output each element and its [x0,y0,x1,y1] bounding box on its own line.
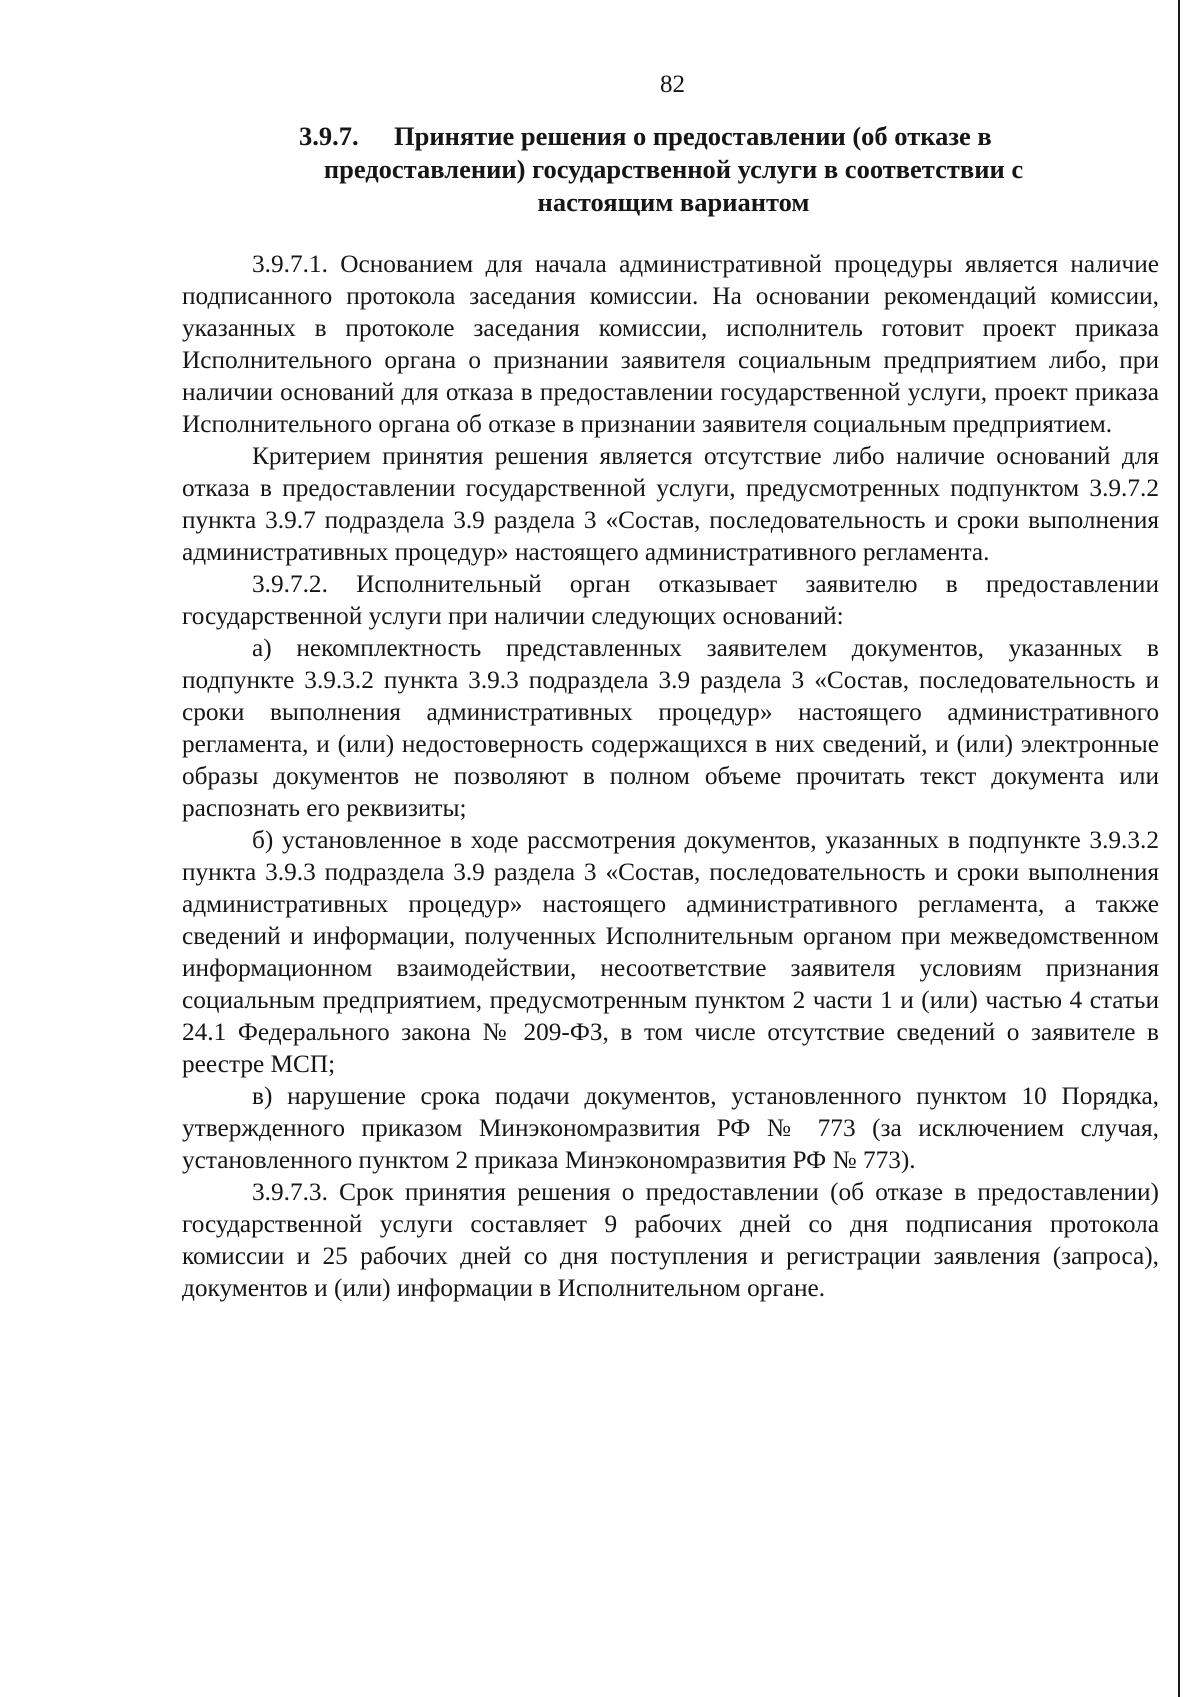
heading-title-rest: предоставлении) государственной услуги в соответствии с настоящим вариантом [323,154,1024,217]
paragraph-criterion: Критерием принятия решения является отсутствие либо наличие оснований для отказа в предоставлении государственной услуги, предусмотренных подпунктом 3.9.7.2 пункта 3.9.7 подраздела 3.9 раздела 3 «Состав, последовательность и сроки выполнения административных процедур» настоящего административного регламента. [182,442,1159,566]
page-edge-line [1178,0,1180,1697]
heading-title-start: Принятие решения о предоставлении (об отказе в [394,121,992,151]
heading-first-line [299,120,1048,153]
list-item-b: б) установленное в ходе рассмотрения документов, указанных в подпункте 3.9.3.2 пункта 3.9.3 подраздела 3.9 раздела 3 «Состав, последовательность и сроки выполнения административных процедур» настоящего административного регламента, а также сведений и информации, полученных Исполнительным органом при межведомственном информационном взаимодействии, несоответствие заявителя условиям признания социальным предприятием, предусмотренным пунктом 2 части 1 и (или) частью 4 статьи 24.1 Федерального закона № 209-ФЗ, в том числе отсутствие сведений о заявителе в реестре МСП; [182,826,1159,1078]
document-body [182,248,1159,1304]
paragraph-3-9-7-3: 3.9.7.3. Срок принятия решения о предоставлении (об отказе в предоставлении) государственной услуги составляет 9 рабочих дней со дня подписания протокола комиссии и 25 рабочих дней со дня поступления и регистрации заявления (запроса), документов и (или) информации в Исполнительном органе. [182,1178,1159,1302]
paragraph-3-9-7-2: 3.9.7.2. Исполнительный орган отказывает заявителю в предоставлении государственной услуги при наличии следующих оснований: [182,570,1159,630]
section-heading [299,120,1048,219]
list-item-v: в) нарушение срока подачи документов, установленного пунктом 10 Порядка, утвержденного приказом Минэкономразвития РФ № 773 (за исключением случая, установленного пунктом 2 приказа Минэкономразвития РФ № 773). [182,1082,1159,1174]
heading-number: 3.9.7. [299,121,359,151]
list-item-a: а) некомплектность представленных заявителем документов, указанных в подпункте 3.9.3.2 пункта 3.9.3 подраздела 3.9 раздела 3 «Состав, последовательность и сроки выполнения административных процедур» настоящего административного регламента, и (или) недостоверность содержащихся в них сведений, и (или) электронные образы документов не позволяют в полном объеме прочитать текст документа или распознать его реквизиты; [182,634,1159,822]
page-number: 82 [660,71,685,98]
paragraph-3-9-7-1: 3.9.7.1. Основанием для начала административной процедуры является наличие подписанного протокола заседания комиссии. На основании рекомендаций комиссии, указанных в протоколе заседания комиссии, исполнитель готовит проект приказа Исполнительного органа о признании заявителя социальным предприятием либо, при наличии оснований для отказа в предоставлении государственной услуги, проект приказа Исполнительного органа об отказе в признании заявителя социальным предприятием. [182,250,1159,438]
